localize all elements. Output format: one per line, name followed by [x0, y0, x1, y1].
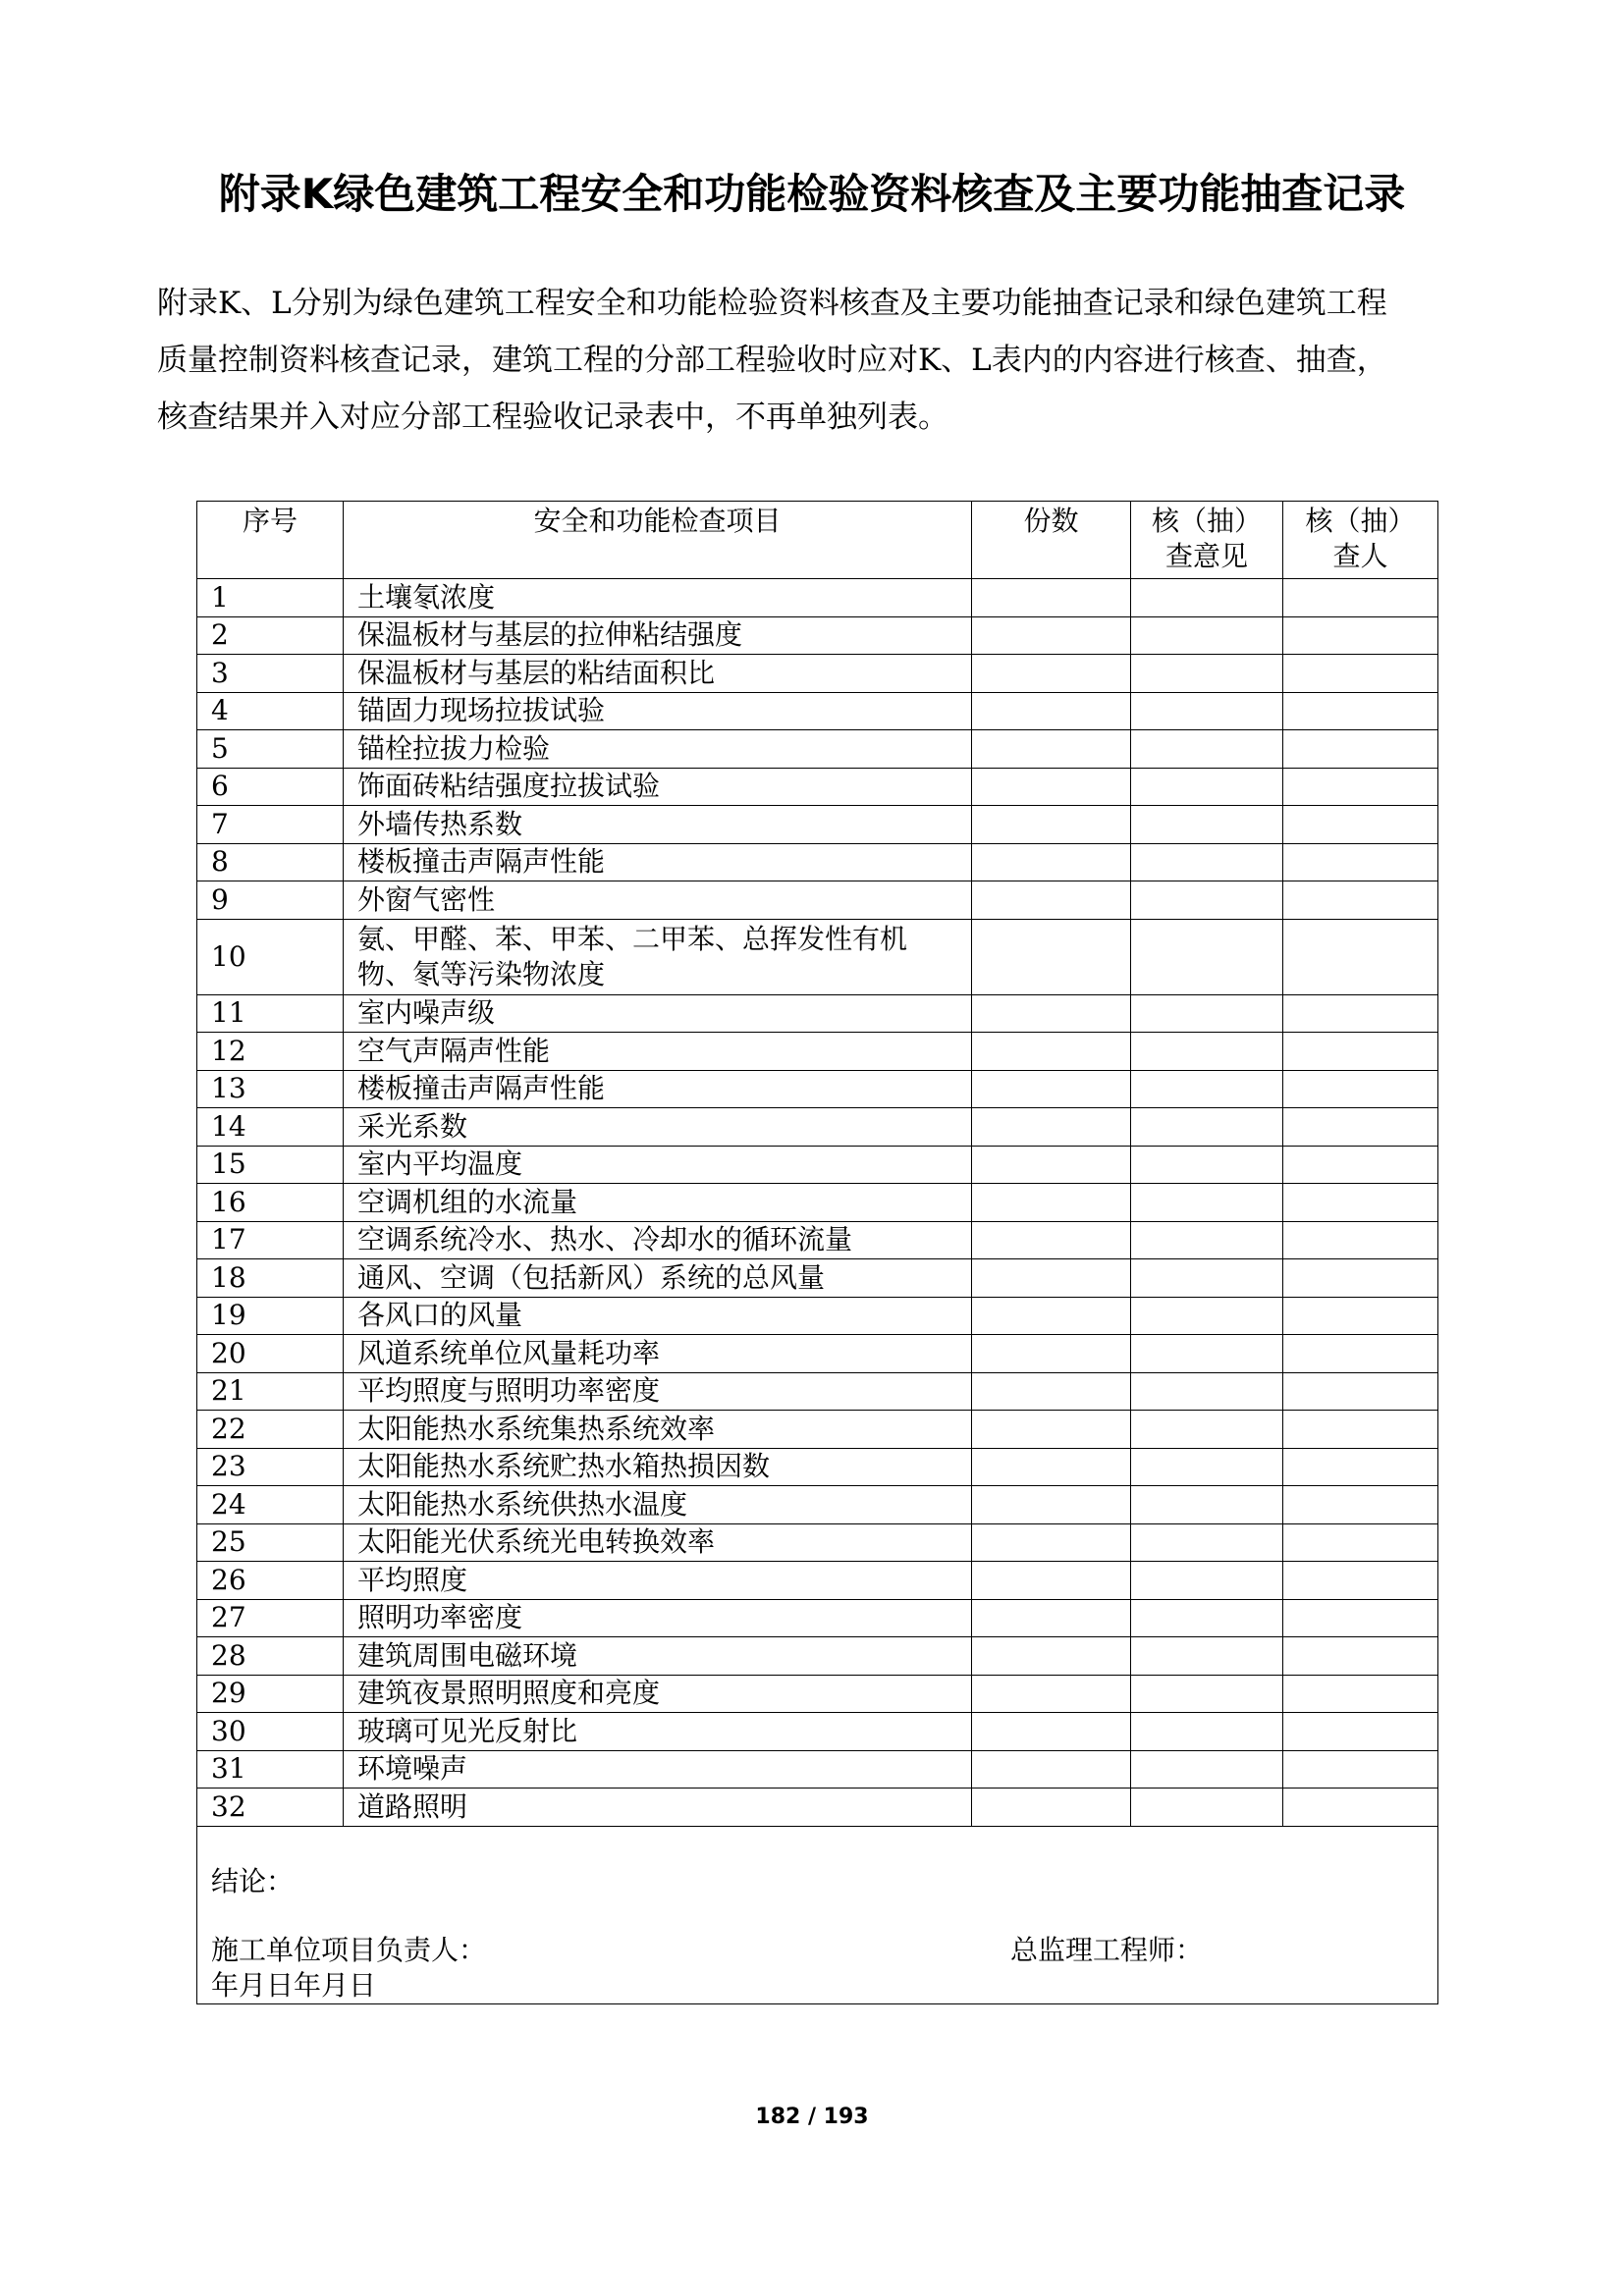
header-opinion-line2: 查意见 — [1164, 540, 1248, 572]
row-count-cell — [972, 692, 1131, 730]
inspection-table — [196, 501, 1438, 2004]
intro-paragraph — [157, 275, 1483, 446]
table-row — [197, 1070, 1438, 1108]
row-count-cell — [972, 1259, 1131, 1298]
row-opinion-cell — [1131, 1411, 1283, 1449]
row-checker-cell — [1283, 1259, 1438, 1298]
table-row — [197, 1523, 1438, 1562]
header-item: 安全和功能检查项目 — [344, 502, 972, 579]
table-row — [197, 1221, 1438, 1259]
row-opinion-cell — [1131, 1713, 1283, 1751]
row-checker-cell — [1283, 1372, 1438, 1411]
row-checker-cell — [1283, 1562, 1438, 1600]
intro-line: 核查结果并入对应分部工程验收记录表中，不再单独列表。 — [157, 400, 948, 435]
row-opinion-cell — [1131, 1033, 1283, 1071]
row-count-cell — [972, 1335, 1131, 1373]
row-count-cell — [972, 1599, 1131, 1637]
table-row — [197, 1411, 1438, 1449]
row-count-cell — [972, 730, 1131, 769]
row-count-cell — [972, 1146, 1131, 1184]
row-checker-cell — [1283, 616, 1438, 655]
row-opinion-cell — [1131, 1372, 1283, 1411]
row-number: 32 — [197, 1789, 344, 1827]
row-checker-cell — [1283, 994, 1438, 1033]
table-row — [197, 1297, 1438, 1335]
row-opinion-cell — [1131, 1335, 1283, 1373]
footer-cell — [197, 1826, 1438, 2003]
row-count-cell — [972, 1486, 1131, 1524]
row-number: 16 — [197, 1184, 344, 1222]
row-checker-cell — [1283, 655, 1438, 693]
row-item: 太阳能热水系统贮热水箱热损因数 — [344, 1448, 972, 1486]
table-row — [197, 1486, 1438, 1524]
row-opinion-cell — [1131, 768, 1283, 806]
row-count-cell — [972, 768, 1131, 806]
row-item: 外窗气密性 — [344, 881, 972, 920]
intro-line: 质量控制资料核查记录，建筑工程的分部工程验收时应对K、L表内的内容进行核查、抽查， — [157, 343, 1387, 378]
table-header-row — [197, 502, 1438, 579]
table-row — [197, 655, 1438, 693]
table-row — [197, 579, 1438, 617]
row-opinion-cell — [1131, 616, 1283, 655]
row-opinion-cell — [1131, 730, 1283, 769]
row-count-cell — [972, 1184, 1131, 1222]
row-item: 室内平均温度 — [344, 1146, 972, 1184]
row-checker-cell — [1283, 692, 1438, 730]
row-checker-cell — [1283, 1750, 1438, 1789]
row-item: 环境噪声 — [344, 1750, 972, 1789]
row-count-cell — [972, 1297, 1131, 1335]
row-count-cell — [972, 1108, 1131, 1147]
row-number: 5 — [197, 730, 344, 769]
row-count-cell — [972, 655, 1131, 693]
table-row — [197, 1108, 1438, 1147]
row-checker-cell — [1283, 1221, 1438, 1259]
date-label: 年月日年月日 — [211, 1968, 377, 2002]
row-checker-cell — [1283, 1411, 1438, 1449]
row-item: 保温板材与基层的粘结面积比 — [344, 655, 972, 693]
page-number: 182 / 193 — [755, 2105, 869, 2129]
table-row — [197, 1448, 1438, 1486]
row-item: 空调机组的水流量 — [344, 1184, 972, 1222]
row-item: 各风口的风量 — [344, 1297, 972, 1335]
signature-row — [211, 1933, 1203, 1968]
contractor-signature-label: 施工单位项目负责人： — [211, 1933, 487, 1966]
row-checker-cell — [1283, 1108, 1438, 1147]
row-checker-cell — [1283, 1297, 1438, 1335]
row-number: 27 — [197, 1599, 344, 1637]
row-count-cell — [972, 843, 1131, 881]
table-row — [197, 768, 1438, 806]
row-item: 玻璃可见光反射比 — [344, 1713, 972, 1751]
row-checker-cell — [1283, 1599, 1438, 1637]
table-row — [197, 1259, 1438, 1298]
row-checker-cell — [1283, 806, 1438, 844]
row-item: 太阳能热水系统集热系统效率 — [344, 1411, 972, 1449]
row-count-cell — [972, 919, 1131, 994]
row-checker-cell — [1283, 1146, 1438, 1184]
row-number: 20 — [197, 1335, 344, 1373]
row-count-cell — [972, 1562, 1131, 1600]
row-opinion-cell — [1131, 1448, 1283, 1486]
row-checker-cell — [1283, 1184, 1438, 1222]
row-item: 空调系统冷水、热水、冷却水的循环流量 — [344, 1221, 972, 1259]
header-opinion — [1131, 502, 1283, 579]
row-number: 8 — [197, 843, 344, 881]
row-item: 通风、空调（包括新风）系统的总风量 — [344, 1259, 972, 1298]
table-row — [197, 1562, 1438, 1600]
row-item: 平均照度 — [344, 1562, 972, 1600]
table-row — [197, 1750, 1438, 1789]
supervisor-signature-label: 总监理工程师： — [1009, 1933, 1203, 1966]
row-count-cell — [972, 1750, 1131, 1789]
row-item: 建筑周围电磁环境 — [344, 1637, 972, 1676]
row-item: 锚固力现场拉拔试验 — [344, 692, 972, 730]
header-opinion-line1: 核（抽） — [1151, 505, 1262, 537]
row-number: 23 — [197, 1448, 344, 1486]
table-row — [197, 994, 1438, 1033]
row-opinion-cell — [1131, 1070, 1283, 1108]
table-row — [197, 806, 1438, 844]
row-opinion-cell — [1131, 994, 1283, 1033]
row-count-cell — [972, 1372, 1131, 1411]
row-item: 太阳能热水系统供热水温度 — [344, 1486, 972, 1524]
row-opinion-cell — [1131, 1675, 1283, 1713]
row-opinion-cell — [1131, 881, 1283, 920]
row-number: 13 — [197, 1070, 344, 1108]
row-opinion-cell — [1131, 1184, 1283, 1222]
row-item: 外墙传热系数 — [344, 806, 972, 844]
row-opinion-cell — [1131, 692, 1283, 730]
table-row — [197, 692, 1438, 730]
row-item — [344, 919, 972, 994]
row-count-cell — [972, 579, 1131, 617]
intro-line: 附录K、L分别为绿色建筑工程安全和功能检验资料核查及主要功能抽查记录和绿色建筑工程 — [157, 286, 1387, 321]
row-opinion-cell — [1131, 1146, 1283, 1184]
row-item: 楼板撞击声隔声性能 — [344, 843, 972, 881]
row-checker-cell — [1283, 919, 1438, 994]
row-count-cell — [972, 1221, 1131, 1259]
row-opinion-cell — [1131, 1750, 1283, 1789]
row-checker-cell — [1283, 730, 1438, 769]
row-opinion-cell — [1131, 1221, 1283, 1259]
row-checker-cell — [1283, 881, 1438, 920]
row-item: 风道系统单位风量耗功率 — [344, 1335, 972, 1373]
row-opinion-cell — [1131, 1259, 1283, 1298]
row-opinion-cell — [1131, 1297, 1283, 1335]
row-number: 12 — [197, 1033, 344, 1071]
row-number: 25 — [197, 1523, 344, 1562]
row-checker-cell — [1283, 1675, 1438, 1713]
row-opinion-cell — [1131, 1562, 1283, 1600]
row-checker-cell — [1283, 1637, 1438, 1676]
row-count-cell — [972, 994, 1131, 1033]
row-item: 土壤氡浓度 — [344, 579, 972, 617]
row-checker-cell — [1283, 843, 1438, 881]
row-number: 29 — [197, 1675, 344, 1713]
row-count-cell — [972, 1713, 1131, 1751]
row-count-cell — [972, 1448, 1131, 1486]
row-number: 15 — [197, 1146, 344, 1184]
row-number: 21 — [197, 1372, 344, 1411]
row-number: 1 — [197, 579, 344, 617]
table-row — [197, 1789, 1438, 1827]
row-checker-cell — [1283, 1070, 1438, 1108]
row-number: 2 — [197, 616, 344, 655]
header-no: 序号 — [197, 502, 344, 579]
row-item-line1: 氨、甲醛、苯、甲苯、二甲苯、总挥发性有机 — [357, 922, 908, 955]
row-item: 室内噪声级 — [344, 994, 972, 1033]
row-checker-cell — [1283, 1448, 1438, 1486]
row-count-cell — [972, 1033, 1131, 1071]
row-count-cell — [972, 616, 1131, 655]
table-row — [197, 1146, 1438, 1184]
row-item: 太阳能光伏系统光电转换效率 — [344, 1523, 972, 1562]
row-opinion-cell — [1131, 1789, 1283, 1827]
row-item-line2: 物、氡等污染物浓度 — [357, 957, 606, 990]
row-item: 饰面砖粘结强度拉拔试验 — [344, 768, 972, 806]
row-checker-cell — [1283, 1713, 1438, 1751]
table-row — [197, 1372, 1438, 1411]
row-number: 17 — [197, 1221, 344, 1259]
row-opinion-cell — [1131, 1108, 1283, 1147]
header-count: 份数 — [972, 502, 1131, 579]
row-count-cell — [972, 1411, 1131, 1449]
table-row — [197, 1184, 1438, 1222]
row-opinion-cell — [1131, 1599, 1283, 1637]
row-opinion-cell — [1131, 806, 1283, 844]
row-number: 18 — [197, 1259, 344, 1298]
row-number: 6 — [197, 768, 344, 806]
table-row — [197, 919, 1438, 994]
table-row — [197, 843, 1438, 881]
row-item: 照明功率密度 — [344, 1599, 972, 1637]
table-footer-row — [197, 1826, 1438, 2003]
row-checker-cell — [1283, 579, 1438, 617]
row-item: 保温板材与基层的拉伸粘结强度 — [344, 616, 972, 655]
table-row — [197, 1637, 1438, 1676]
row-checker-cell — [1283, 768, 1438, 806]
row-opinion-cell — [1131, 1486, 1283, 1524]
row-item: 采光系数 — [344, 1108, 972, 1147]
table-row — [197, 730, 1438, 769]
table-row — [197, 1033, 1438, 1071]
row-count-cell — [972, 1523, 1131, 1562]
row-item: 建筑夜景照明照度和亮度 — [344, 1675, 972, 1713]
row-number: 7 — [197, 806, 344, 844]
row-number: 9 — [197, 881, 344, 920]
row-count-cell — [972, 1789, 1131, 1827]
row-count-cell — [972, 806, 1131, 844]
row-checker-cell — [1283, 1523, 1438, 1562]
row-item: 锚栓拉拔力检验 — [344, 730, 972, 769]
row-checker-cell — [1283, 1789, 1438, 1827]
table-row — [197, 1675, 1438, 1713]
row-number: 3 — [197, 655, 344, 693]
row-opinion-cell — [1131, 655, 1283, 693]
row-number: 28 — [197, 1637, 344, 1676]
row-opinion-cell — [1131, 579, 1283, 617]
table-row — [197, 881, 1438, 920]
row-number: 30 — [197, 1713, 344, 1751]
row-opinion-cell — [1131, 1637, 1283, 1676]
header-checker-line1: 核（抽） — [1305, 505, 1416, 537]
row-number: 26 — [197, 1562, 344, 1600]
row-opinion-cell — [1131, 919, 1283, 994]
header-checker-line2: 查人 — [1332, 540, 1388, 572]
row-number: 31 — [197, 1750, 344, 1789]
row-item: 楼板撞击声隔声性能 — [344, 1070, 972, 1108]
row-opinion-cell — [1131, 843, 1283, 881]
row-item: 平均照度与照明功率密度 — [344, 1372, 972, 1411]
table-row — [197, 616, 1438, 655]
conclusion-label: 结论： — [211, 1864, 295, 1897]
row-number: 22 — [197, 1411, 344, 1449]
row-count-cell — [972, 1637, 1131, 1676]
table-row — [197, 1599, 1438, 1637]
row-count-cell — [972, 1675, 1131, 1713]
row-number: 4 — [197, 692, 344, 730]
row-checker-cell — [1283, 1486, 1438, 1524]
row-count-cell — [972, 881, 1131, 920]
row-number: 14 — [197, 1108, 344, 1147]
row-number: 24 — [197, 1486, 344, 1524]
row-number: 11 — [197, 994, 344, 1033]
table-row — [197, 1335, 1438, 1373]
table-row — [197, 1713, 1438, 1751]
row-number: 10 — [197, 919, 344, 994]
page-title: 附录K绿色建筑工程安全和功能检验资料核查及主要功能抽查记录 — [218, 170, 1406, 218]
row-opinion-cell — [1131, 1523, 1283, 1562]
row-checker-cell — [1283, 1335, 1438, 1373]
header-checker — [1283, 502, 1438, 579]
row-number: 19 — [197, 1297, 344, 1335]
row-item: 道路照明 — [344, 1789, 972, 1827]
row-count-cell — [972, 1070, 1131, 1108]
row-checker-cell — [1283, 1033, 1438, 1071]
row-item: 空气声隔声性能 — [344, 1033, 972, 1071]
